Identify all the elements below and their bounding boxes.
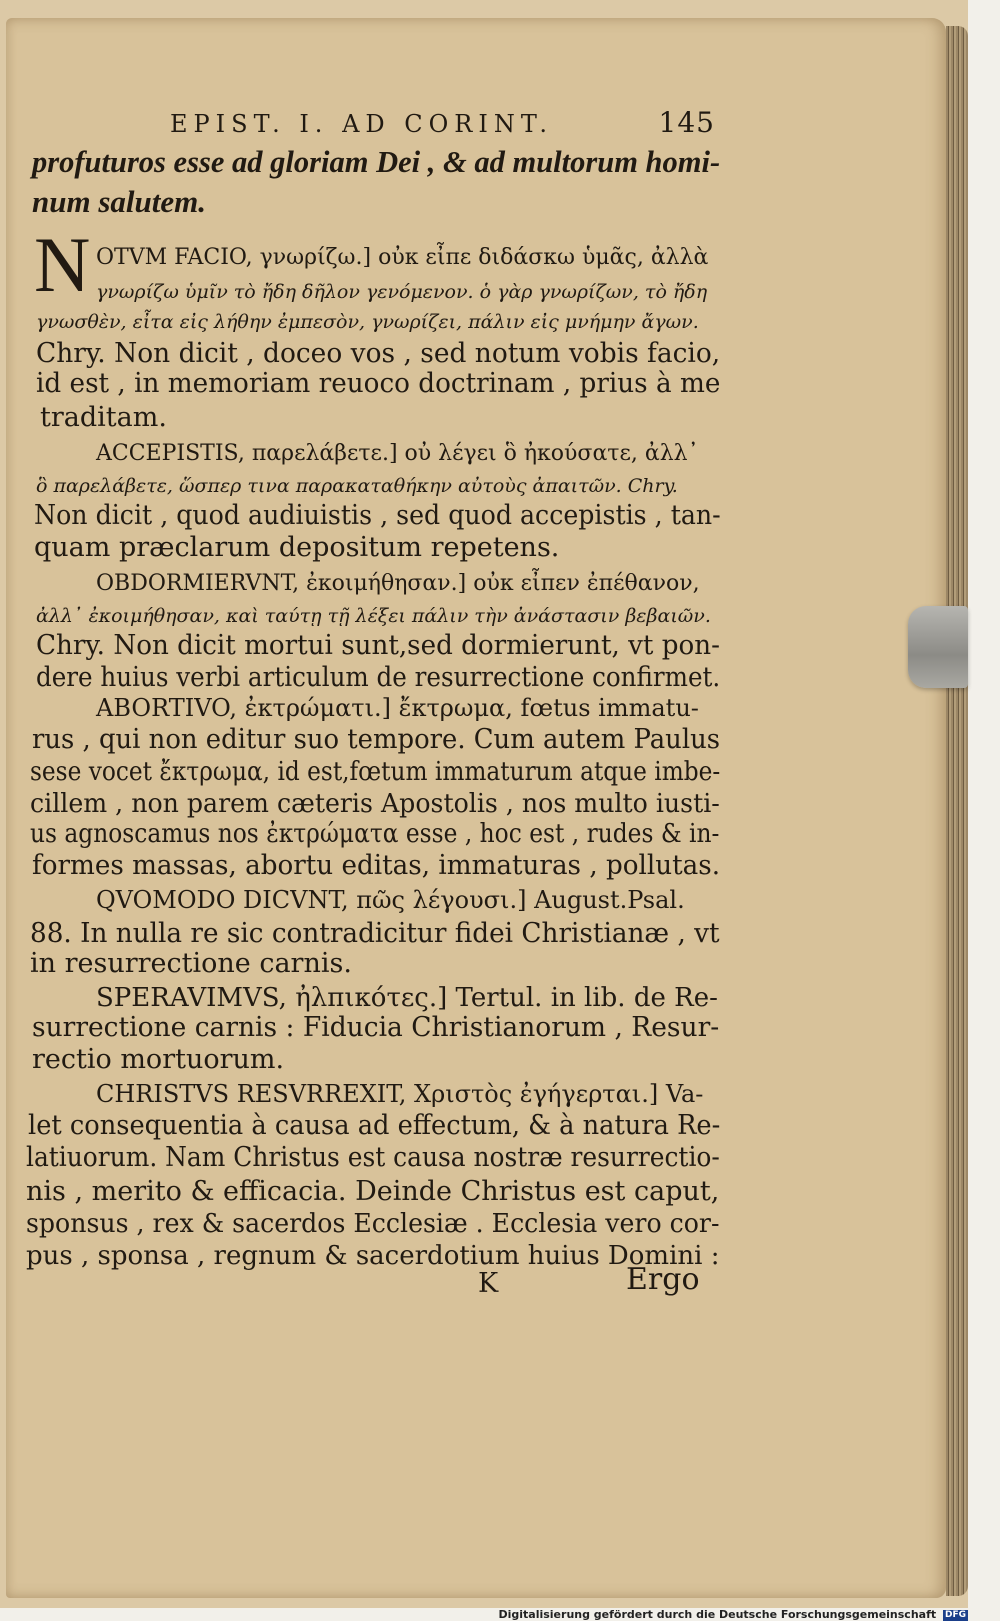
text-line: dere huius verbi articulum de resurrectione confirmet.	[36, 662, 721, 693]
text-line: id est , in memoriam reuoco doctrinam , prius à me	[36, 368, 721, 399]
text-line: Chry. Non dicit , doceo vos , sed notum vobis facio,	[36, 338, 721, 369]
text-line: rectio mortuorum.	[32, 1044, 285, 1075]
text-line: pus , sponsa , regnum & sacerdotium huius Domini :	[26, 1241, 720, 1271]
intro-line-1: profuturos esse ad gloriam Dei , & ad multorum homi-	[32, 144, 721, 179]
signature-mark: K	[478, 1268, 499, 1299]
catchword: Ergo	[626, 1262, 700, 1297]
text-line: formes massas, abortu editas, immaturas , pollutas.	[32, 850, 721, 881]
header-title: EPIST. I. AD CORINT.	[170, 110, 553, 138]
footer-bar	[0, 1608, 1000, 1621]
text-line: CHRISTVS RESVRREXIT, Χριστὸς ἐγήγερται.] Va-	[96, 1080, 704, 1108]
text-line: sese vocet ἔκτρωμα, id est,fœtum immaturum atque imbe-	[30, 757, 721, 787]
text-line: γνωρίζω ὑμῖν τὸ ἤδη δῆλον γενόμενον. ὁ γὰρ γνωρίζων, τὸ ἤδη	[96, 281, 708, 303]
page-clip	[908, 606, 968, 688]
text-line: rus , qui non editur suo tempore. Cum autem Paulus	[32, 724, 721, 755]
text-line: cillem , non parem cæteris Apostolis , nos multo iusti-	[30, 789, 720, 819]
intro-line-2: num salutem.	[32, 184, 206, 219]
text-line: Non dicit , quod audiuistis , sed quod accepistis , tan-	[34, 500, 721, 531]
running-header	[170, 106, 715, 146]
text-line: latiuorum. Nam Christus est causa nostræ resurrectio-	[26, 1142, 720, 1173]
text-line: surrectione carnis : Fiducia Christianorum , Resur-	[32, 1012, 720, 1043]
drop-cap: N	[34, 221, 91, 308]
text-line: nis , merito & efficacia. Deinde Christus est caput,	[26, 1176, 720, 1207]
footer-credit-text: Digitalisierung gefördert durch die Deutsche Forschungsgemeinschaft	[498, 1608, 937, 1621]
text-line: γνωσθὲν, εἶτα εἰς λήθην ἐμπεσὸν, γνωρίζει, πάλιν εἰς μνήμην ἄγων.	[36, 311, 699, 333]
text-line: in resurrectione carnis.	[30, 948, 352, 979]
text-line: traditam.	[40, 402, 167, 433]
text-line: QVOMODO DICVNT, πῶς λέγουσι.] August.Psal.	[96, 886, 685, 914]
text-line: sponsus , rex & sacerdos Ecclesiæ . Ecclesia vero cor-	[26, 1209, 720, 1239]
text-line: let consequentia à causa ad effectum, & à natura Re-	[28, 1110, 721, 1141]
text-line: ἀλλ᾽ ἐκοιμήθησαν, καὶ ταύτῃ τῇ λέξει πάλιν τὴν ἀνάστασιν βεβαιῶν.	[36, 605, 711, 627]
text-line: ACCEPISTIS, παρελάβετε.] οὐ λέγει ὃ ἠκούσατε, ἀλλ᾽	[96, 441, 699, 466]
text-line: us agnoscamus nos ἐκτρώματα esse , hoc est , rudes & in-	[30, 819, 720, 849]
text-line: OBDORMIERVNT, ἐκοιμήθησαν.] οὐκ εἶπεν ἐπέθανον,	[96, 571, 700, 596]
text-line: SPERAVIMVS, ἠλπικότες.] Tertul. in lib. de Re-	[96, 983, 718, 1013]
text-line: quam præclarum depositum repetens.	[34, 532, 560, 563]
text-line: 88. In nulla re sic contradicitur fidei Christianæ , vt	[30, 918, 720, 949]
page-number: 145	[658, 106, 715, 139]
text-line: ὃ παρελάβετε, ὥσπερ τινα παρακαταθήκην αὐτοὺς ἀπαιτῶν. Chry.	[36, 475, 678, 497]
text-line: ABORTIVO, ἐκτρώματι.] ἔκτρωμα, fœtus immatu-	[96, 694, 699, 722]
footer-credit	[498, 1608, 968, 1621]
page-edges	[946, 26, 968, 1596]
text-line: OTVM FACIO, γνωρίζω.] οὐκ εἶπε διδάσκω ὑμᾶς, ἀλλὰ	[96, 245, 709, 270]
text-line: Chry. Non dicit mortui sunt,sed dormierunt, vt pon-	[36, 630, 720, 661]
dfg-logo: DFG	[944, 1609, 966, 1620]
